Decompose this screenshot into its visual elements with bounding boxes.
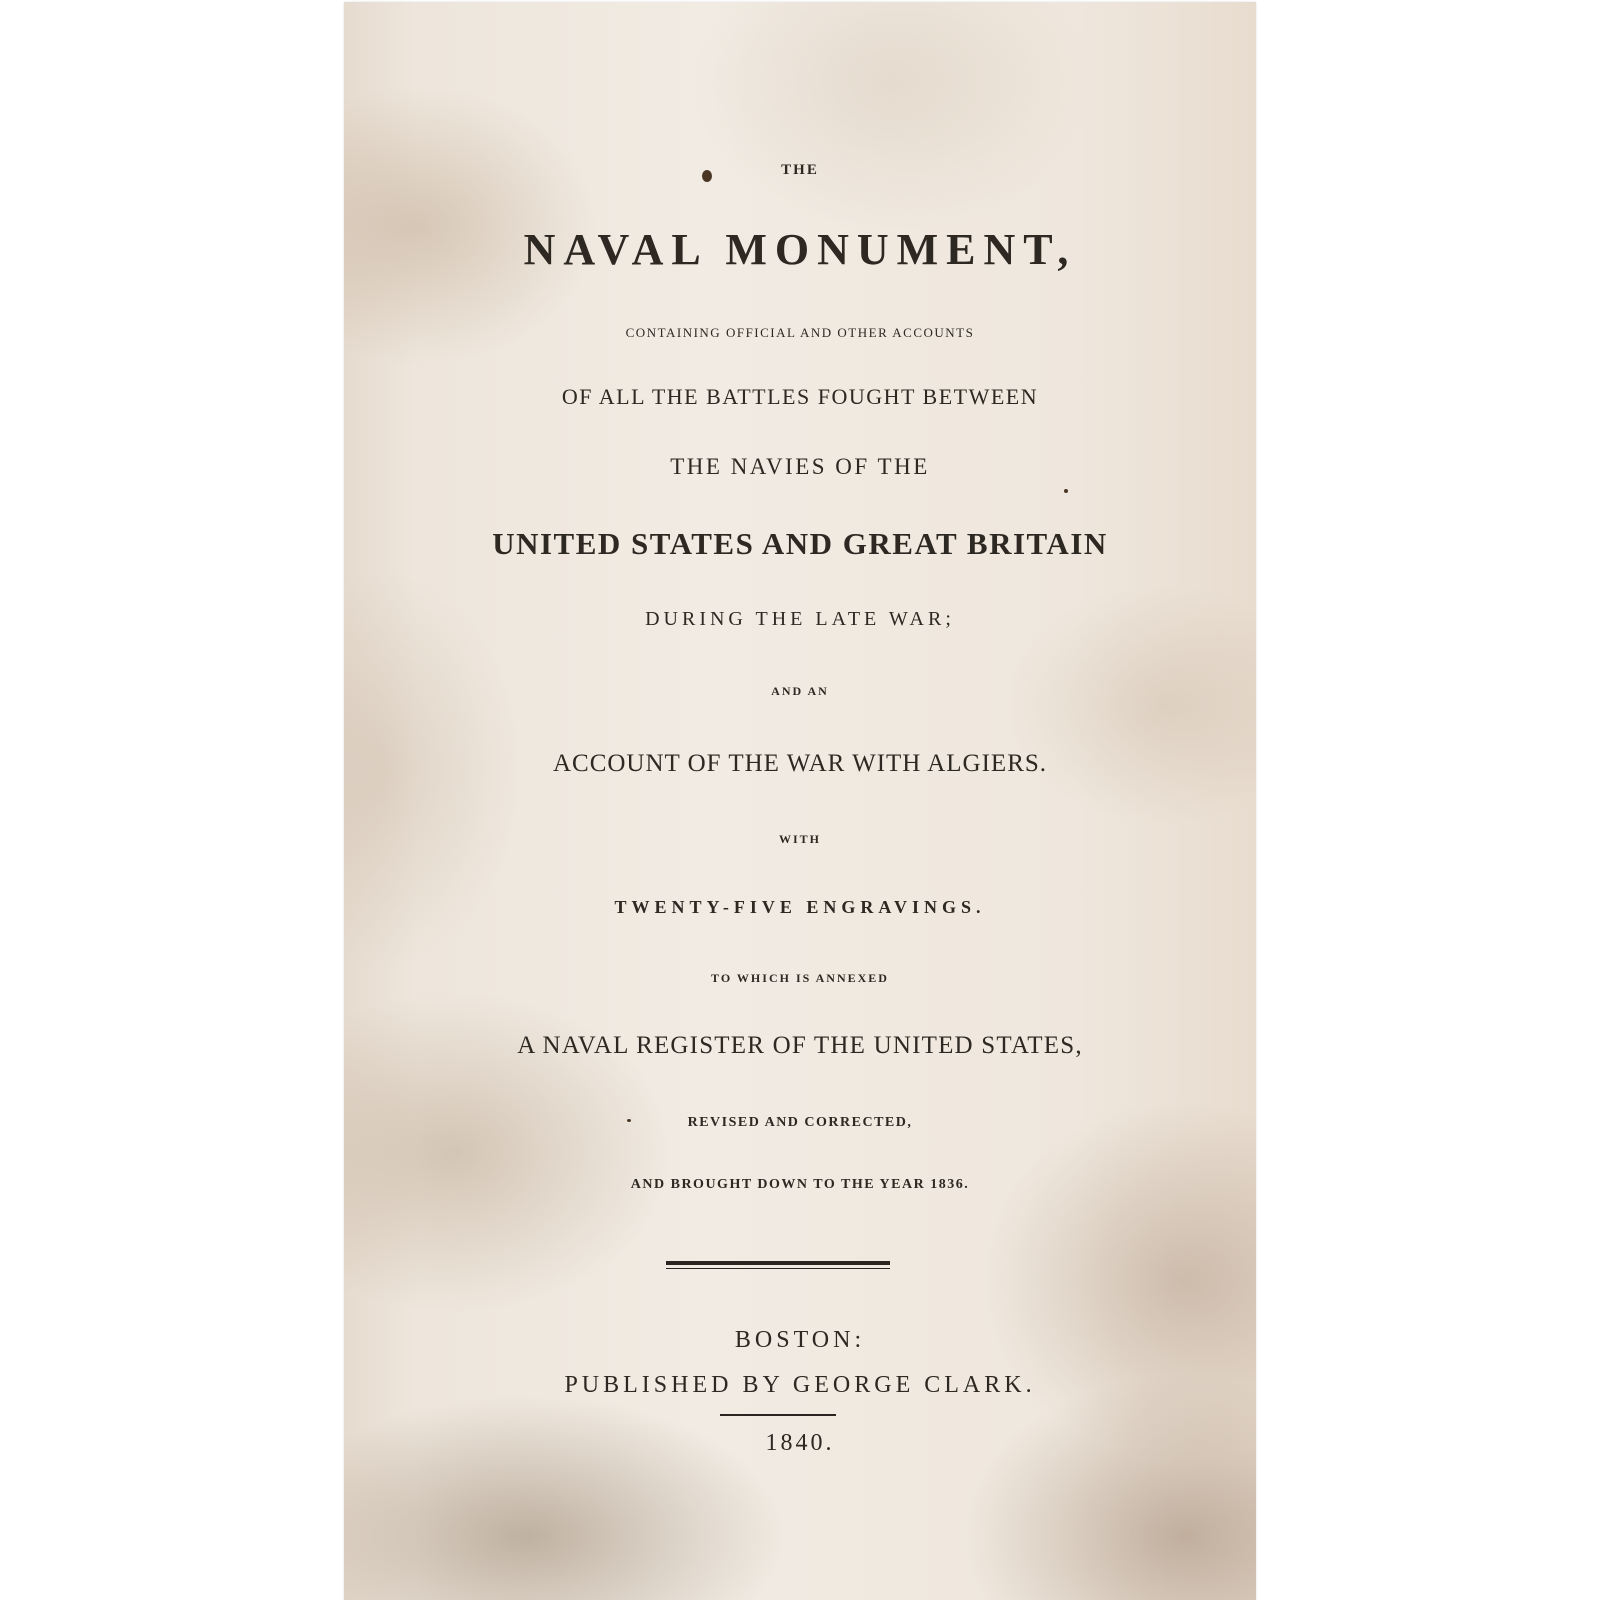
double-rule-thin xyxy=(666,1268,890,1269)
imprint-year: 1840. xyxy=(765,1430,835,1456)
subtitle-during: DURING THE LATE WAR; xyxy=(645,608,955,630)
imprint-city: BOSTON: xyxy=(734,1327,866,1353)
ink-speck xyxy=(1064,489,1068,493)
book-title: NAVAL MONUMENT, xyxy=(523,225,1077,274)
imprint-rule xyxy=(720,1414,836,1416)
subtitle-register: A NAVAL REGISTER OF THE UNITED STATES, xyxy=(517,1032,1083,1059)
subtitle-containing: CONTAINING OFFICIAL AND OTHER ACCOUNTS xyxy=(625,325,975,340)
double-rule-thick xyxy=(666,1261,890,1265)
subtitle-with: WITH xyxy=(778,832,821,846)
subtitle-annexed: TO WHICH IS ANNEXED xyxy=(711,971,889,985)
title-article: THE xyxy=(781,162,819,178)
subtitle-year: AND BROUGHT DOWN TO THE YEAR 1836. xyxy=(630,1177,970,1192)
subtitle-navies: THE NAVIES OF THE xyxy=(670,454,930,479)
subtitle-algiers: ACCOUNT OF THE WAR WITH ALGIERS. xyxy=(552,750,1048,777)
subtitle-revised: REVISED AND CORRECTED, xyxy=(687,1115,913,1130)
subtitle-and-an: AND AN xyxy=(771,684,829,698)
subtitle-battles: OF ALL THE BATTLES FOUGHT BETWEEN xyxy=(561,384,1039,409)
subtitle-countries: UNITED STATES AND GREAT BRITAIN xyxy=(492,526,1108,561)
title-page xyxy=(344,2,1256,1600)
imprint-publisher: PUBLISHED BY GEORGE CLARK. xyxy=(564,1372,1036,1398)
subtitle-engravings: TWENTY-FIVE ENGRAVINGS. xyxy=(614,897,986,917)
